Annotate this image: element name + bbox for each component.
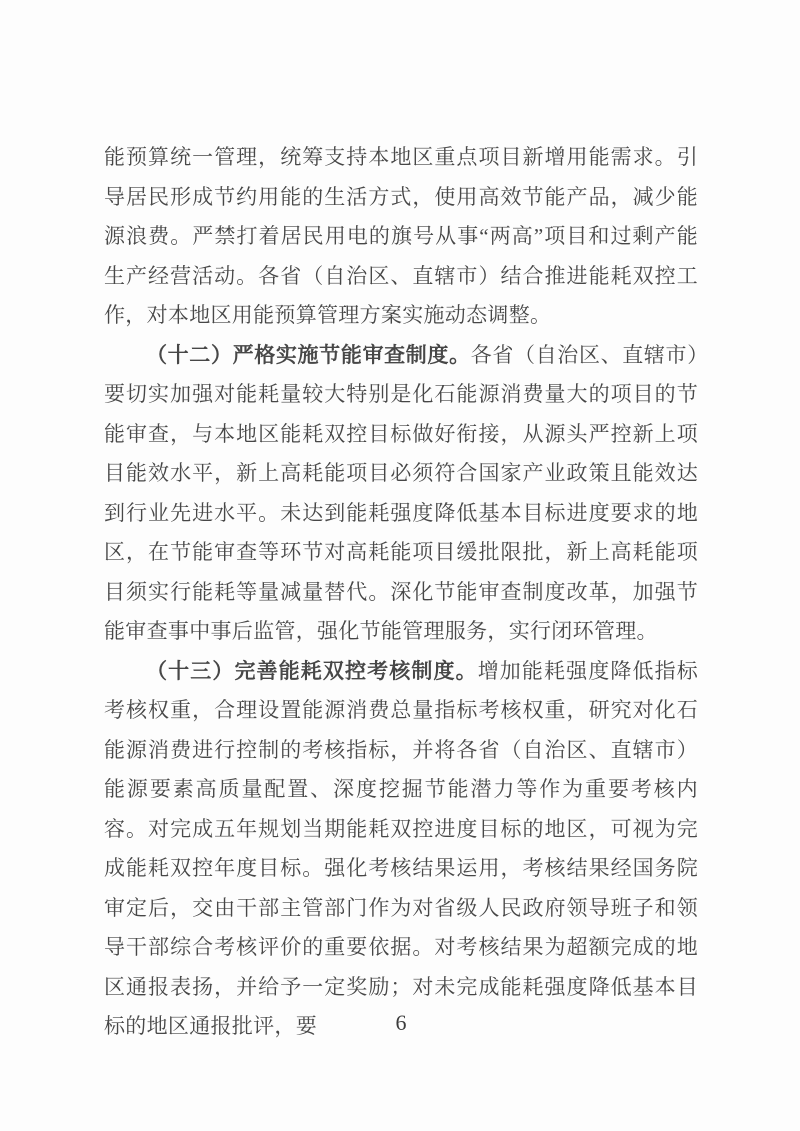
document-text-block	[104, 138, 698, 1047]
paragraph-lead-item-12: （十二）严格实施节能审查制度。	[146, 342, 471, 367]
paragraph-body-text: 能预算统一管理，统筹支持本地区重点项目新增用能需求。引导居民形成节约用能的生活方式，使用高效节能产品，减少能源浪费。严禁打着居民用电的旗号从事“两高”项目和过剩产能生产经营活动。各省（自治区、直辖市）结合推进能耗双控工作，对本地区用能预算管理方案实施动态调整。	[104, 145, 698, 327]
paragraph-continuation	[104, 138, 698, 336]
paragraph-item-13	[104, 652, 698, 1047]
page-footer	[104, 1006, 698, 1040]
paragraph-item-12	[104, 336, 698, 652]
paragraph-lead-item-13: （十三）完善能耗双控考核制度。	[146, 658, 478, 683]
paragraph-body-text: 各省（自治区、直辖市）要切实加强对能耗量较大特别是化石能源消费量大的项目的节能审查，与本地区能耗双控目标做好衔接，从源头严控新上项目能效水平，新上高耗能项目必须符合国家产业政策且能效达到行业先进水平。未达到能耗强度降低基本目标进度要求的地区，在节能审查等环节对高耗能项目缓批限批，新上高耗能项目须实行能耗等量减量替代。深化节能审查制度改革，加强节能审查事中事后监管，强化节能管理服务，实行闭环管理。	[104, 342, 698, 643]
page-number: 6	[395, 1010, 407, 1035]
paragraph-body-text: 增加能耗强度降低指标考核权重，合理设置能源消费总量指标考核权重，研究对化石能源消费进行控制的考核指标，并将各省（自治区、直辖市）能源要素高质量配置、深度挖掘节能潜力等作为重要考核内容。对完成五年规划当期能耗双控进度目标的地区，可视为完成能耗双控年度目标。强化考核结果运用，考核结果经国务院审定后，交由干部主管部门作为对省级人民政府领导班子和领导干部综合考核评价的重要依据。对考核结果为超额完成的地区通报表扬，并给予一定奖励；对未完成能耗强度降低基本目标的地区通报批评，要	[104, 658, 698, 1038]
